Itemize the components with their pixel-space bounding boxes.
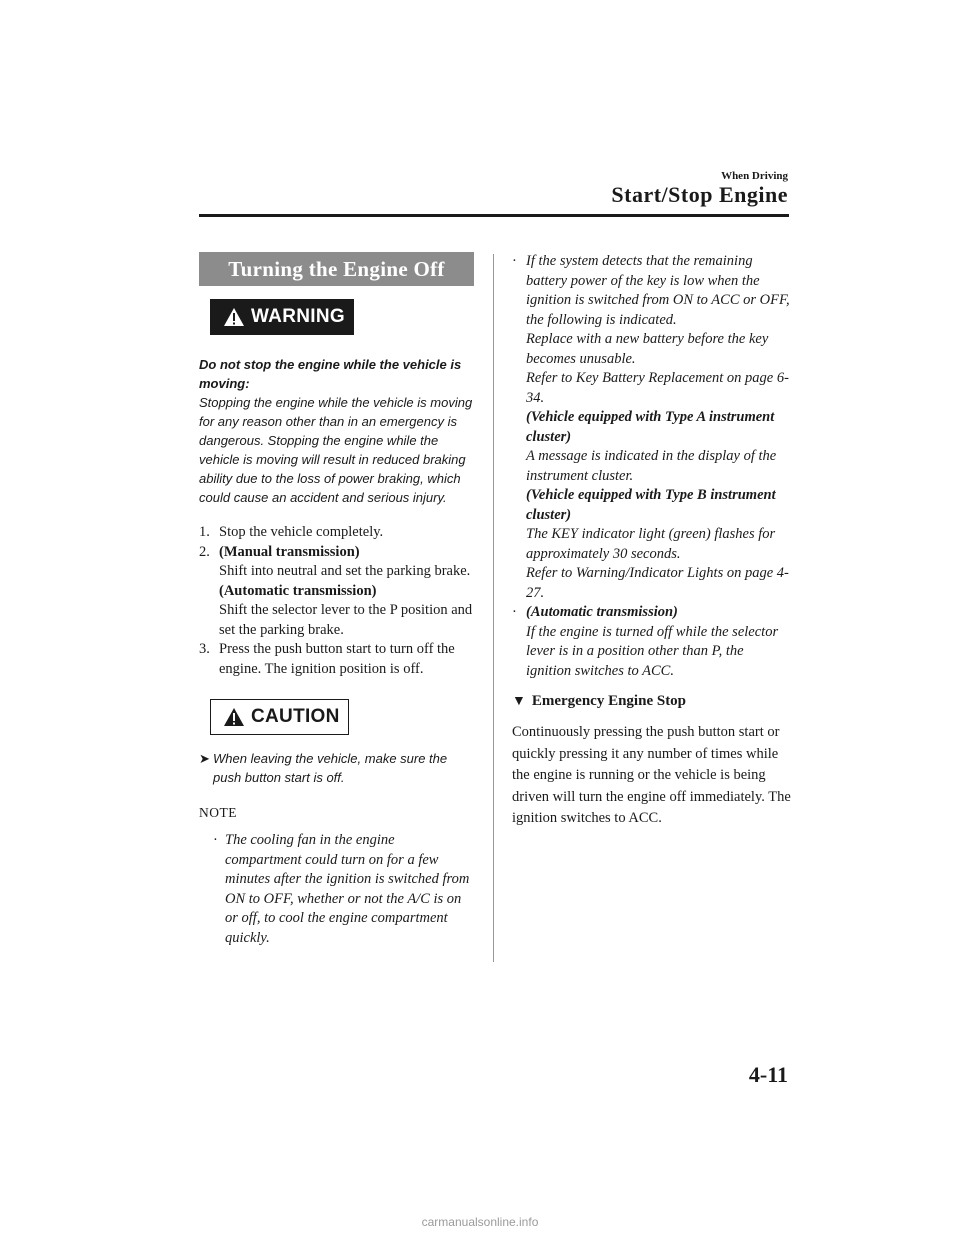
cross-reference: Refer to Key Battery Replacement on page 6-34. [526, 370, 789, 406]
left-column [199, 252, 474, 948]
step-number: 3. [199, 641, 210, 657]
caution-triangle-icon [223, 707, 245, 727]
caution-label: CAUTION [251, 706, 340, 727]
note-text: A message is indicated in the display of the instrument cluster. [526, 448, 777, 484]
running-header-section: When Driving [721, 170, 788, 182]
subsection-heading [512, 693, 792, 710]
note-item-key-battery [512, 252, 792, 603]
warning-label: WARNING [251, 306, 345, 327]
step-text: Shift the selector lever to the P position and set the parking brake. [219, 602, 473, 638]
watermark: carmanualsonline.info [421, 1215, 539, 1229]
arrow-bullet-icon: ➤ [199, 751, 210, 766]
step-condition: (Manual transmission) [219, 543, 360, 560]
cross-reference: Refer to Warning/Indicator Lights on page 4-27. [526, 565, 789, 601]
step-condition: (Automatic transmission) [219, 582, 377, 599]
warning-text [199, 355, 474, 507]
note-heading: NOTE [199, 805, 237, 820]
step-text: Stop the vehicle completely. [219, 524, 384, 540]
warning-body: Stopping the engine while the vehicle is moving for any reason other than in an emergency is dangerous. Stopping the engine while the vehicle is moving will result in reduced braking ability due to the loss of power braking, which could cause an accident and serious injury. [199, 395, 473, 505]
running-header-title: Start/Stop Engine [611, 182, 788, 207]
warning-heading: Do not stop the engine while the vehicle is moving: [199, 357, 462, 391]
triangle-down-icon: ▼ [512, 693, 526, 709]
note-text: The KEY indicator light (green) flashes for approximately 30 seconds. [526, 526, 776, 562]
step-number: 1. [199, 524, 210, 540]
caution-box [210, 699, 349, 735]
warning-box [210, 299, 354, 335]
note-text: Replace with a new battery before the key becomes unusable. [526, 331, 769, 367]
note-text: If the engine is turned off while the selector lever is in a position other than P, the ignition switches to ACC. [526, 623, 779, 679]
note-text: If the system detects that the remaining battery power of the key is low when the ignition is switched from ON to ACC or OFF, the following is indicated. [526, 253, 790, 328]
subsection-body: Continuously pressing the push button start or quickly pressing it any number of times while the engine is running or the vehicle is being driven will turn the engine off immediately. The ignition switches to ACC. [512, 724, 791, 826]
note-condition: (Vehicle equipped with Type A instrument cluster) [526, 409, 775, 445]
caution-item [199, 749, 474, 787]
bullet-dot-icon: · [213, 832, 218, 848]
step-text: Shift into neutral and set the parking brake. [219, 563, 471, 579]
note-item-automatic [512, 603, 792, 681]
step-1 [199, 523, 474, 543]
bullet-dot-icon: · [512, 604, 517, 620]
steps-list [199, 523, 474, 679]
note-item [213, 831, 474, 948]
column-divider [493, 254, 494, 962]
right-column [512, 252, 792, 830]
step-text: Press the push button start to turn off the engine. The ignition position is off. [219, 641, 455, 677]
page-number: 4-11 [748, 1062, 788, 1087]
subsection-title: Emergency Engine Stop [531, 693, 687, 709]
note-text: The cooling fan in the engine compartment could turn on for a few minutes after the ignition is switched from ON to OFF, whether or not the A/C is on or off, to cool the engine compartment quickly. [225, 832, 470, 946]
step-2 [199, 543, 474, 641]
warning-triangle-icon [223, 307, 245, 327]
note-condition: (Vehicle equipped with Type B instrument cluster) [526, 487, 776, 523]
caution-text: When leaving the vehicle, make sure the push button start is off. [213, 751, 448, 785]
bullet-dot-icon: · [512, 253, 517, 269]
header-rule [199, 214, 789, 217]
note-condition: (Automatic transmission) [526, 604, 678, 620]
step-3 [199, 640, 474, 679]
step-number: 2. [199, 543, 210, 560]
section-banner: Turning the Engine Off [199, 252, 474, 286]
